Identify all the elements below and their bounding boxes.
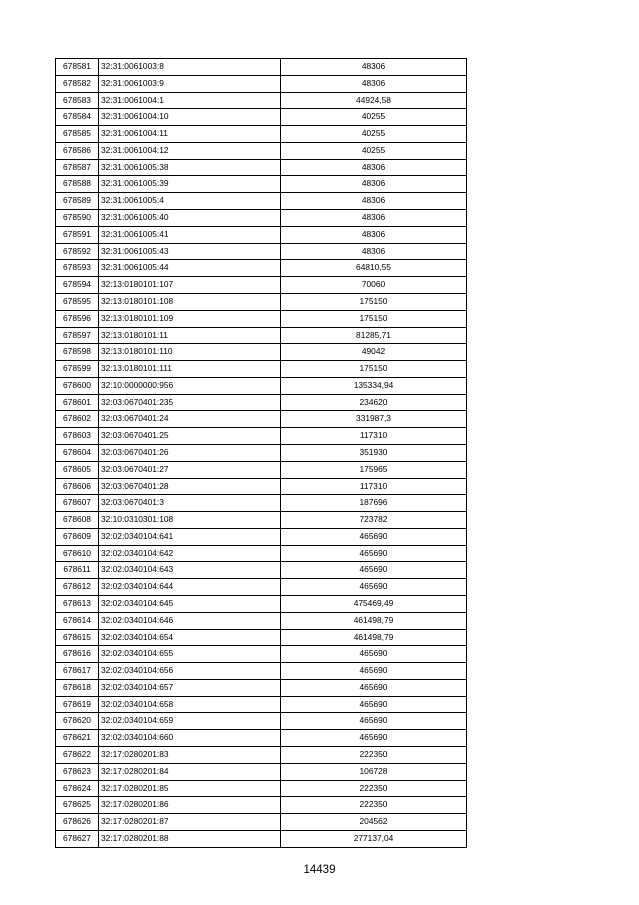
value-cell: 465690 xyxy=(281,730,467,747)
cadastral-number-cell: 32:31:0061004:10 xyxy=(99,109,281,126)
page-number: 14439 xyxy=(303,864,336,876)
cadastral-number-cell: 32:31:0061005:44 xyxy=(99,260,281,277)
row-id-cell: 678605 xyxy=(56,461,99,478)
row-id-cell: 678625 xyxy=(56,797,99,814)
row-id-cell: 678593 xyxy=(56,260,99,277)
value-cell: 465690 xyxy=(281,679,467,696)
row-id-cell: 678596 xyxy=(56,310,99,327)
cadastral-number-cell: 32:13:0180101:11 xyxy=(99,327,281,344)
table-row xyxy=(56,730,467,747)
value-cell: 465690 xyxy=(281,663,467,680)
cadastral-number-cell: 32:02:0340104:646 xyxy=(99,612,281,629)
table-row xyxy=(56,629,467,646)
row-id-cell: 678620 xyxy=(56,713,99,730)
value-cell: 117310 xyxy=(281,428,467,445)
table-row xyxy=(56,226,467,243)
table-row xyxy=(56,763,467,780)
row-id-cell: 678611 xyxy=(56,562,99,579)
cadastral-number-cell: 32:17:0280201:84 xyxy=(99,763,281,780)
row-id-cell: 678618 xyxy=(56,679,99,696)
value-cell: 175150 xyxy=(281,361,467,378)
cadastral-number-cell: 32:02:0340104:657 xyxy=(99,679,281,696)
cadastral-number-cell: 32:03:0670401:26 xyxy=(99,444,281,461)
row-id-cell: 678617 xyxy=(56,663,99,680)
row-id-cell: 678599 xyxy=(56,361,99,378)
row-id-cell: 678584 xyxy=(56,109,99,126)
row-id-cell: 678588 xyxy=(56,176,99,193)
data-table xyxy=(55,58,467,848)
table-row xyxy=(56,310,467,327)
cadastral-number-cell: 32:10:0000000:956 xyxy=(99,377,281,394)
cadastral-number-cell: 32:10:0310301:108 xyxy=(99,512,281,529)
table-row xyxy=(56,243,467,260)
cadastral-number-cell: 32:31:0061003:8 xyxy=(99,59,281,76)
table-row xyxy=(56,830,467,847)
cadastral-number-cell: 32:31:0061005:39 xyxy=(99,176,281,193)
table-row xyxy=(56,814,467,831)
table-body xyxy=(56,59,467,848)
row-id-cell: 678613 xyxy=(56,596,99,613)
cadastral-number-cell: 32:31:0061005:4 xyxy=(99,193,281,210)
cadastral-number-cell: 32:13:0180101:107 xyxy=(99,277,281,294)
cadastral-number-cell: 32:31:0061004:11 xyxy=(99,126,281,143)
row-id-cell: 678583 xyxy=(56,92,99,109)
row-id-cell: 678591 xyxy=(56,226,99,243)
table-row xyxy=(56,646,467,663)
value-cell: 465690 xyxy=(281,528,467,545)
table-row xyxy=(56,528,467,545)
table-row xyxy=(56,142,467,159)
cadastral-number-cell: 32:17:0280201:87 xyxy=(99,814,281,831)
value-cell: 106728 xyxy=(281,763,467,780)
row-id-cell: 678581 xyxy=(56,59,99,76)
table-row xyxy=(56,797,467,814)
table-row xyxy=(56,293,467,310)
value-cell: 48306 xyxy=(281,59,467,76)
value-cell: 64810,55 xyxy=(281,260,467,277)
cadastral-number-cell: 32:13:0180101:108 xyxy=(99,293,281,310)
row-id-cell: 678621 xyxy=(56,730,99,747)
value-cell: 40255 xyxy=(281,142,467,159)
table-row xyxy=(56,512,467,529)
cadastral-number-cell: 32:17:0280201:83 xyxy=(99,747,281,764)
row-id-cell: 678587 xyxy=(56,159,99,176)
cadastral-number-cell: 32:31:0061004:1 xyxy=(99,92,281,109)
row-id-cell: 678590 xyxy=(56,210,99,227)
value-cell: 81285,71 xyxy=(281,327,467,344)
value-cell: 204562 xyxy=(281,814,467,831)
cadastral-number-cell: 32:02:0340104:642 xyxy=(99,545,281,562)
value-cell: 222350 xyxy=(281,747,467,764)
table-row xyxy=(56,109,467,126)
row-id-cell: 678601 xyxy=(56,394,99,411)
cadastral-number-cell: 32:17:0280201:85 xyxy=(99,780,281,797)
table-row xyxy=(56,260,467,277)
row-id-cell: 678598 xyxy=(56,344,99,361)
row-id-cell: 678610 xyxy=(56,545,99,562)
value-cell: 48306 xyxy=(281,226,467,243)
row-id-cell: 678622 xyxy=(56,747,99,764)
table-row xyxy=(56,444,467,461)
cadastral-number-cell: 32:02:0340104:644 xyxy=(99,579,281,596)
row-id-cell: 678582 xyxy=(56,75,99,92)
row-id-cell: 678586 xyxy=(56,142,99,159)
row-id-cell: 678612 xyxy=(56,579,99,596)
table-row xyxy=(56,612,467,629)
cadastral-number-cell: 32:02:0340104:655 xyxy=(99,646,281,663)
row-id-cell: 678616 xyxy=(56,646,99,663)
table-row xyxy=(56,713,467,730)
row-id-cell: 678608 xyxy=(56,512,99,529)
row-id-cell: 678614 xyxy=(56,612,99,629)
cadastral-number-cell: 32:03:0670401:25 xyxy=(99,428,281,445)
value-cell: 40255 xyxy=(281,126,467,143)
row-id-cell: 678623 xyxy=(56,763,99,780)
cadastral-number-cell: 32:17:0280201:86 xyxy=(99,797,281,814)
table-row xyxy=(56,126,467,143)
table-row xyxy=(56,663,467,680)
cadastral-number-cell: 32:13:0180101:110 xyxy=(99,344,281,361)
cadastral-number-cell: 32:31:0061005:40 xyxy=(99,210,281,227)
value-cell: 48306 xyxy=(281,176,467,193)
table-row xyxy=(56,579,467,596)
table-row xyxy=(56,545,467,562)
cadastral-number-cell: 32:03:0670401:3 xyxy=(99,495,281,512)
table-row xyxy=(56,75,467,92)
value-cell: 48306 xyxy=(281,159,467,176)
table-row xyxy=(56,159,467,176)
table-row xyxy=(56,696,467,713)
cadastral-number-cell: 32:02:0340104:641 xyxy=(99,528,281,545)
table-row xyxy=(56,277,467,294)
table-row xyxy=(56,210,467,227)
row-id-cell: 678607 xyxy=(56,495,99,512)
table-row xyxy=(56,428,467,445)
table-row xyxy=(56,176,467,193)
table-row xyxy=(56,344,467,361)
cadastral-number-cell: 32:02:0340104:654 xyxy=(99,629,281,646)
value-cell: 723782 xyxy=(281,512,467,529)
row-id-cell: 678592 xyxy=(56,243,99,260)
value-cell: 465690 xyxy=(281,646,467,663)
value-cell: 175150 xyxy=(281,293,467,310)
cadastral-number-cell: 32:02:0340104:643 xyxy=(99,562,281,579)
value-cell: 44924,58 xyxy=(281,92,467,109)
value-cell: 40255 xyxy=(281,109,467,126)
value-cell: 135334,94 xyxy=(281,377,467,394)
value-cell: 465690 xyxy=(281,579,467,596)
row-id-cell: 678603 xyxy=(56,428,99,445)
row-id-cell: 678585 xyxy=(56,126,99,143)
cadastral-number-cell: 32:03:0670401:235 xyxy=(99,394,281,411)
value-cell: 331987,3 xyxy=(281,411,467,428)
value-cell: 461498,79 xyxy=(281,629,467,646)
value-cell: 48306 xyxy=(281,75,467,92)
row-id-cell: 678624 xyxy=(56,780,99,797)
value-cell: 234620 xyxy=(281,394,467,411)
cadastral-number-cell: 32:03:0670401:27 xyxy=(99,461,281,478)
table-row xyxy=(56,377,467,394)
table-row xyxy=(56,411,467,428)
value-cell: 465690 xyxy=(281,713,467,730)
table-row xyxy=(56,495,467,512)
value-cell: 465690 xyxy=(281,545,467,562)
value-cell: 277137,04 xyxy=(281,830,467,847)
table-row xyxy=(56,780,467,797)
row-id-cell: 678597 xyxy=(56,327,99,344)
table-row xyxy=(56,59,467,76)
cadastral-number-cell: 32:13:0180101:109 xyxy=(99,310,281,327)
value-cell: 475469,49 xyxy=(281,596,467,613)
row-id-cell: 678600 xyxy=(56,377,99,394)
value-cell: 465690 xyxy=(281,696,467,713)
cadastral-number-cell: 32:17:0280201:88 xyxy=(99,830,281,847)
value-cell: 175965 xyxy=(281,461,467,478)
value-cell: 117310 xyxy=(281,478,467,495)
value-cell: 187696 xyxy=(281,495,467,512)
cadastral-number-cell: 32:02:0340104:645 xyxy=(99,596,281,613)
value-cell: 175150 xyxy=(281,310,467,327)
value-cell: 49042 xyxy=(281,344,467,361)
value-cell: 222350 xyxy=(281,780,467,797)
row-id-cell: 678594 xyxy=(56,277,99,294)
cadastral-number-cell: 32:02:0340104:656 xyxy=(99,663,281,680)
cadastral-number-cell: 32:03:0670401:28 xyxy=(99,478,281,495)
table-row xyxy=(56,679,467,696)
value-cell: 222350 xyxy=(281,797,467,814)
table-row xyxy=(56,361,467,378)
value-cell: 351930 xyxy=(281,444,467,461)
row-id-cell: 678606 xyxy=(56,478,99,495)
cadastral-number-cell: 32:31:0061005:43 xyxy=(99,243,281,260)
cadastral-number-cell: 32:02:0340104:659 xyxy=(99,713,281,730)
table-row xyxy=(56,92,467,109)
row-id-cell: 678595 xyxy=(56,293,99,310)
table-row xyxy=(56,394,467,411)
value-cell: 70060 xyxy=(281,277,467,294)
row-id-cell: 678626 xyxy=(56,814,99,831)
cadastral-number-cell: 32:31:0061004:12 xyxy=(99,142,281,159)
table-row xyxy=(56,562,467,579)
table-row xyxy=(56,747,467,764)
row-id-cell: 678604 xyxy=(56,444,99,461)
table-row xyxy=(56,327,467,344)
row-id-cell: 678602 xyxy=(56,411,99,428)
value-cell: 48306 xyxy=(281,210,467,227)
cadastral-number-cell: 32:13:0180101:111 xyxy=(99,361,281,378)
cadastral-number-cell: 32:31:0061005:38 xyxy=(99,159,281,176)
cadastral-number-cell: 32:02:0340104:658 xyxy=(99,696,281,713)
table-row xyxy=(56,478,467,495)
cadastral-number-cell: 32:31:0061003:9 xyxy=(99,75,281,92)
cadastral-number-cell: 32:03:0670401:24 xyxy=(99,411,281,428)
table-row xyxy=(56,596,467,613)
value-cell: 461498,79 xyxy=(281,612,467,629)
value-cell: 465690 xyxy=(281,562,467,579)
table-row xyxy=(56,461,467,478)
value-cell: 48306 xyxy=(281,243,467,260)
value-cell: 48306 xyxy=(281,193,467,210)
row-id-cell: 678589 xyxy=(56,193,99,210)
row-id-cell: 678615 xyxy=(56,629,99,646)
cadastral-number-cell: 32:31:0061005:41 xyxy=(99,226,281,243)
row-id-cell: 678619 xyxy=(56,696,99,713)
row-id-cell: 678627 xyxy=(56,830,99,847)
cadastral-number-cell: 32:02:0340104:660 xyxy=(99,730,281,747)
table-row xyxy=(56,193,467,210)
row-id-cell: 678609 xyxy=(56,528,99,545)
